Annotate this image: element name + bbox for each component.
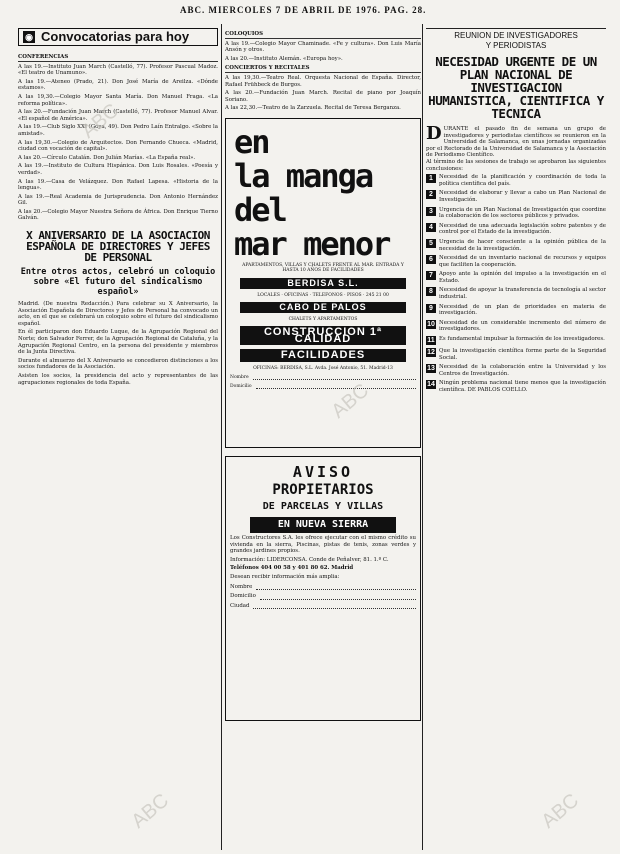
convocatorias-section xyxy=(18,54,218,222)
coupon-address-field[interactable] xyxy=(230,383,416,389)
listing-line: A las 19,30.—Colegio de Arquitectos. Don Fernando Chueca. «Madrid, ciudad con vocación de capital». xyxy=(18,139,218,153)
section-heading: CONCIERTOS Y RECITALES xyxy=(225,65,421,73)
right-column xyxy=(426,28,606,397)
lead-text: URANTE el pasado fin de semana un grupo de investigadores y periodistas científicos se reunieron en la Universidad de Salamanca, en unas jornadas organizadas por el Rectorado de la Universidad de Salamanca y la Asociación de Periodismo Científico. xyxy=(426,126,606,159)
item-text: Necesidad de la planificación y coordinación de toda la política científica del país. xyxy=(439,174,606,187)
dropcap: D xyxy=(426,123,442,144)
field-label: Nombre xyxy=(230,583,253,590)
aviso-h3: EN NUEVA SIERRA xyxy=(250,517,396,533)
listing-line: A las 19.—Club Siglo XXI (Goya, 49). Don Pedro Laín Entralgo. «Sobre la amistad». xyxy=(18,124,218,137)
item-number: 2 xyxy=(426,190,436,199)
aviso-h1: PROPIETARIOS xyxy=(272,481,374,498)
item-number: 5 xyxy=(426,239,436,248)
coloquios-section xyxy=(225,31,421,62)
list-item xyxy=(426,223,606,236)
item-number: 11 xyxy=(427,337,435,345)
list-item xyxy=(426,239,606,252)
aviso-h2: DE PARCELAS Y VILLAS xyxy=(262,500,384,512)
conciertos-section xyxy=(225,65,421,112)
ad-facilidades: FACILIDADES xyxy=(240,349,406,362)
listing-line: A las 20.—Círculo Catalán. Don Julián Marías. «La España real». xyxy=(18,154,196,161)
item-text: Necesidad de elaborar y llevar a cabo un Plan Nacional de Investigación. xyxy=(439,190,606,203)
item-text: Urgencia de hacer consciente a la opinión pública de la necesidad de la investigación. xyxy=(439,238,606,252)
listing-line: A las 19.—Casa de Velázquez. Don Rafael Lapesa. «Historia de la lengua». xyxy=(18,178,218,192)
list-item xyxy=(426,364,606,377)
article2-headline: NECESIDAD URGENTE DE UN PLAN NACIONAL DE INVESTIGACION HUMANISTICA, CIENTIFICA Y TECNICA xyxy=(428,54,604,121)
item-number: 10 xyxy=(427,320,435,328)
left-column xyxy=(18,28,218,388)
item-text: Necesidad de un plan de prioridades en materia de investigación. xyxy=(439,303,606,317)
list-item xyxy=(426,174,606,187)
aviso-phone: Teléfonos 404 00 58 y 401 80 62. Madrid xyxy=(230,565,354,572)
item-text: Es fundamental impulsar la formación de los investigadores. xyxy=(439,336,605,343)
item-number: 3 xyxy=(426,207,436,216)
list-item xyxy=(426,348,606,361)
list-item xyxy=(426,336,606,345)
convocatorias-label: Convocatorias para hoy xyxy=(41,28,190,44)
list-item xyxy=(426,380,606,393)
page-header: ABC. MIERCOLES 7 DE ABRIL DE 1976. PAG. 28. xyxy=(180,5,427,15)
listing-line: A las 20.—Instituto Alemán. «Europa hoy». xyxy=(225,55,343,62)
listing-line: A las 20.—Fundación Juan March. Recital de piano por Joaquín Soriano. xyxy=(225,90,421,103)
list-item xyxy=(426,304,606,317)
list-item xyxy=(426,287,606,300)
conclusions-list xyxy=(426,174,606,393)
listing-line: A las 19.—Real Academia de Jurisprudencia. Don Antonio Hernández Gil. xyxy=(18,193,218,207)
list-item xyxy=(426,255,606,268)
ad-construccion: CONSTRUCCION 1ª CALIDAD xyxy=(240,326,406,345)
article2-kicker xyxy=(426,28,606,53)
aviso-body: Los Constructores S.A. les ofrece ejecutar con el mismo crédito su vivienda en la sierra, Piscinas, pistas de tenis, zonas verdes y grandes jardines propios. xyxy=(230,534,416,555)
list-item xyxy=(426,190,606,203)
item-number: 6 xyxy=(426,255,436,264)
field-label: Ciudad xyxy=(230,602,250,609)
list-item xyxy=(426,320,606,333)
article2-lead xyxy=(426,123,606,159)
section-heading: CONFERENCIAS xyxy=(18,54,218,62)
ad-word: en xyxy=(234,122,269,161)
item-text: Apoyo ante la opinión del impulso a la investigación en el Estado. xyxy=(439,271,606,284)
list-item xyxy=(426,271,606,284)
column-rule xyxy=(221,24,222,850)
section-heading: COLOQUIOS xyxy=(225,31,421,39)
article1-subhead: Entre otros actos, celebró un coloquio sobre «El futuro del sindicalismo español» xyxy=(20,267,216,298)
item-text: Urgencia de un Plan Nacional de Investigación que coordine la colaboración de los sectores públicos y privados. xyxy=(439,206,606,220)
listing-line: A las 20.—Colegio Mayor Nuestra Señora de África. Don Enrique Tierno Galván. xyxy=(18,208,218,222)
kicker-line: REUNION DE INVESTIGADORES xyxy=(454,31,578,40)
ad-phone: LOCALES · OFICINAS · TELEFONOS · PISOS · 245 21 00 xyxy=(257,292,389,298)
watermark: ABC xyxy=(327,379,374,423)
bullet-icon: ◉ xyxy=(23,31,35,43)
field-label: Domicilio xyxy=(230,593,256,600)
paragraph: Durante el almuerzo del X Aniversario se concedieron distinciones a los socios fundadores de la Asociación. xyxy=(18,357,218,371)
field-line xyxy=(253,374,416,380)
ad-sub: CHALETS Y APARTAMENTOS xyxy=(288,316,358,322)
field-label: Domicilio xyxy=(230,383,252,389)
aviso-contact: Información: LIDERCONSA. Conde de Peñalver, 81. 1.º C. xyxy=(230,556,389,563)
field-label: Nombre xyxy=(230,374,249,380)
listing-line: A las 19.—Colegio Mayor Chaminade. «Fe y cultura». Don Luis María Ansón y otros. xyxy=(225,40,421,54)
item-number: 8 xyxy=(426,287,436,296)
list-item xyxy=(426,207,606,220)
item-number: 1 xyxy=(426,174,436,183)
item-text: Que la investigación científica forme parte de la Seguridad Social. xyxy=(439,348,606,361)
aviso-city-field[interactable] xyxy=(230,603,416,610)
item-number: 4 xyxy=(426,223,436,232)
paragraph: En él participaron don Eduardo Luque, de la Agrupación Regional del Norte; don Salvador Ferrer, de la Agrupación Regional de Cataluña, y la Agrupación Regional Centro, en la persona del presidente y miembros de la Junta Directiva. xyxy=(18,329,218,356)
paragraph: Madrid. (De nuestra Redacción.) Para celebrar su X Aniversario, la Asociación Española de Directores y Jefes de Personal ha convocado un acto, en el que se celebrará un coloquio sobre el futuro del sindicalismo español. xyxy=(18,301,218,327)
field-line xyxy=(256,383,416,389)
convocatorias-title xyxy=(18,28,218,46)
watermark: ABC xyxy=(127,789,174,833)
ad-footer: OFICINAS: BERDISA, S.L. Avda. José Antonio, 51. Madrid-13 xyxy=(253,365,393,371)
item-number: 7 xyxy=(426,271,436,280)
ad-brand: BERDISA S.L. xyxy=(240,278,406,289)
item-text: Necesidad de un considerable incremento del número de investigadores. xyxy=(439,319,606,333)
aviso-title: AVISO xyxy=(292,462,354,481)
item-number: 13 xyxy=(427,365,435,373)
listing-line: A las 19,30.—Teatro Real. Orquesta Nacional de España. Director, Rafael Frühbeck de Burgos. xyxy=(225,74,421,88)
item-text: Necesidad de apoyar la transferencia de tecnología al sector industrial. xyxy=(439,287,606,301)
ad-word: mar menor xyxy=(234,224,390,263)
kicker-line: Y PERIODISTAS xyxy=(485,41,547,50)
listing-line: A las 19,30.—Colegio Mayor Santa María. Don Manuel Fraga. «La reforma política». xyxy=(18,93,218,107)
lead-text-2: Al término de las sesiones de trabajo se aprobaron las siguientes conclusiones: xyxy=(426,158,606,172)
field-line xyxy=(260,594,416,600)
watermark: ABC xyxy=(77,99,124,143)
middle-column xyxy=(225,28,421,721)
item-text: Necesidad de una adecuada legislación sobre patentes y de control por el Estado de la investigación. xyxy=(439,222,606,236)
ad-word: del xyxy=(234,190,286,229)
ad-cabo-palos: CABO DE PALOS xyxy=(240,302,406,313)
aviso-name-field[interactable] xyxy=(230,584,416,591)
nueva-sierra-ad xyxy=(225,456,421,721)
field-line xyxy=(256,584,416,590)
paragraph: Asisten los socios, la presidencia del acto y representantes de las agrupaciones regionales de toda España. xyxy=(18,373,218,386)
listing-line: A las 19.—Instituto de Cultura Hispánica. Don Luis Rosales. «Poesía y verdad». xyxy=(18,163,218,176)
aviso-address-field[interactable] xyxy=(230,593,416,600)
item-number: 12 xyxy=(427,349,435,357)
item-text: Necesidad de un inventario nacional de recursos y equipos que faciliten la cooperación. xyxy=(439,255,606,268)
article1-body xyxy=(18,301,218,386)
listing-line: A las 22,30.—Teatro de la Zarzuela. Recital de Teresa Berganza. xyxy=(225,105,401,112)
column-rule xyxy=(422,24,423,850)
item-number: 9 xyxy=(426,304,436,313)
coupon-name-field[interactable] xyxy=(230,374,416,380)
field-line xyxy=(253,603,416,609)
la-manga-ad xyxy=(225,118,421,448)
listing-line: A las 19.—Instituto Juan March (Castelló, 77). Profesor Pascual Madoz. «El teatro de Unamuno». xyxy=(18,63,218,77)
ad-info: APARTAMENTOS, VILLAS Y CHALETS FRENTE AL MAR. ENTRADA Y HASTA 10 AÑOS DE FACILIDADES xyxy=(242,262,404,274)
watermark: ABC xyxy=(537,789,584,833)
listing-line: A las 19.—Ateneo (Prado, 21). Don José María de Areilza. «Dónde estamos». xyxy=(18,78,218,92)
item-text: Necesidad de la colaboración entre la Universidad y los Centros de Investigación. xyxy=(439,364,606,377)
ad-word: la manga xyxy=(234,156,373,195)
article1-headline: X ANIVERSARIO DE LA ASOCIACION ESPAÑOLA DE DIRECTORES Y JEFES DE PERSONAL xyxy=(26,229,210,265)
item-number: 14 xyxy=(427,381,435,389)
aviso-request: Desean recibir información más amplia: xyxy=(230,573,340,580)
item-text: Ningún problema nacional tiene menos que la investigación científica. DE PABLOS COELLO. xyxy=(439,380,606,393)
listing-line: A las 20.—Fundación Juan March (Castelló, 77). Profesor Manuel Alvar. «El español de América». xyxy=(18,109,218,122)
